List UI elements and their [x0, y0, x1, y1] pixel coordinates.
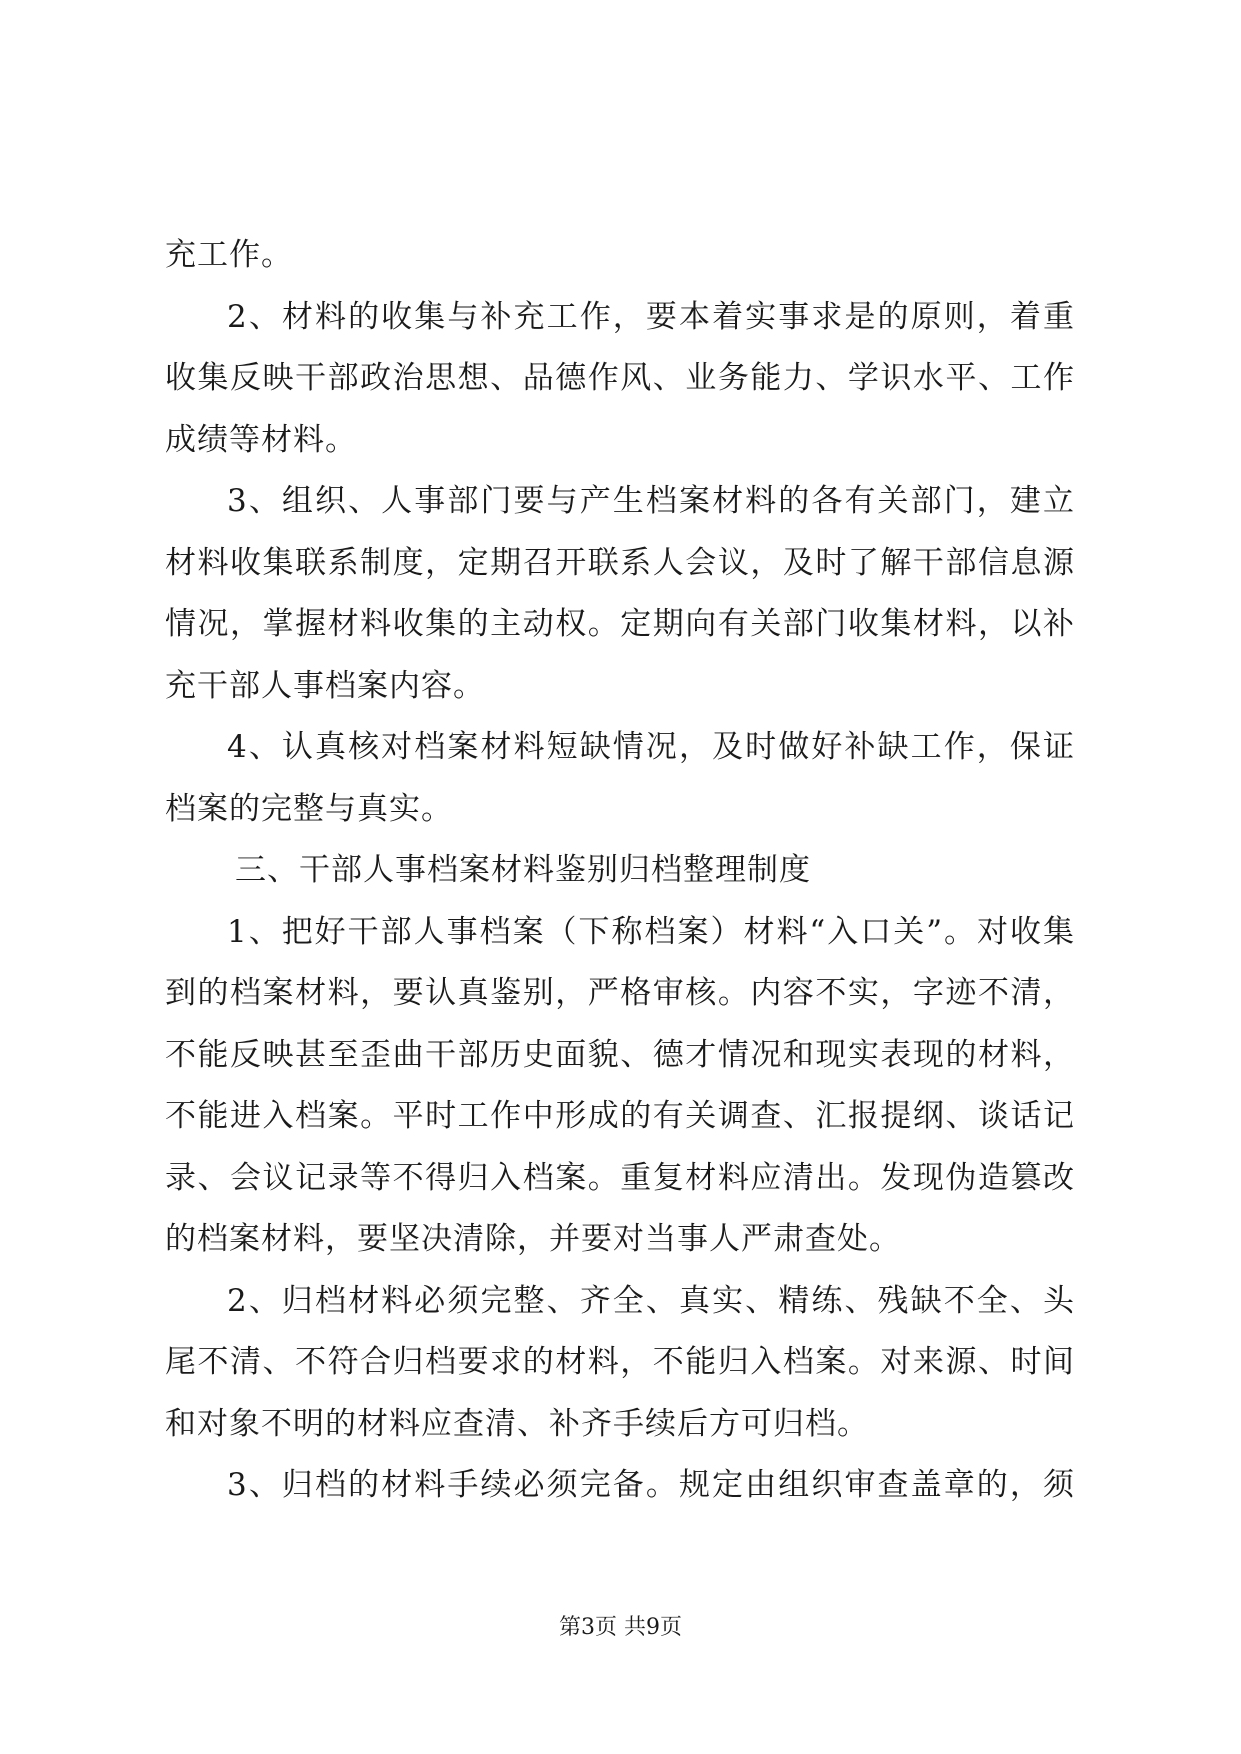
text-line: 2、材料的收集与补充工作，要本着实事求是的原则，着重	[227, 298, 1075, 335]
text-line: 3、组织、人事部门要与产生档案材料的各有关部门，建立	[227, 483, 1075, 519]
page-number: 第3页 共9页	[559, 1615, 682, 1640]
section-heading: 三、干部人事档案材料鉴别归档整理制度	[235, 852, 811, 888]
text-line: 的档案材料，要坚决清除，并要对当事人严肃查处。	[165, 1221, 901, 1257]
text-line: 材料收集联系制度，定期召开联系人会议，及时了解干部信息源	[165, 544, 1075, 581]
text-line: 充干部人事档案内容。	[165, 667, 485, 704]
text-line: 录、会议记录等不得归入档案。重复材料应清出。发现伪造篡改	[165, 1159, 1075, 1196]
text-line: 不能进入档案。平时工作中形成的有关调查、汇报提纲、谈话记	[165, 1098, 1075, 1134]
text-line: 2、归档材料必须完整、齐全、真实、精练、残缺不全、头	[227, 1282, 1075, 1319]
text-line: 尾不清、不符合归档要求的材料，不能归入档案。对来源、时间	[165, 1344, 1075, 1380]
text-line: 收集反映干部政治思想、品德作风、业务能力、学识水平、工作	[165, 360, 1075, 396]
text-line: 到的档案材料，要认真鉴别，严格审核。内容不实，字迹不清，	[165, 975, 1075, 1011]
text-line: 4、认真核对档案材料短缺情况，及时做好补缺工作，保证	[227, 729, 1075, 765]
document-body	[165, 225, 1075, 1517]
text-line: 3、归档的材料手续必须完备。规定由组织审查盖章的，须	[227, 1467, 1075, 1503]
text-line: 和对象不明的材料应查清、补齐手续后方可归档。	[165, 1405, 869, 1442]
text-line: 档案的完整与真实。	[165, 790, 453, 827]
text-line: 充工作。	[165, 237, 293, 273]
text-line: 情况，掌握材料收集的主动权。定期向有关部门收集材料，以补	[165, 606, 1075, 642]
text-line: 成绩等材料。	[165, 421, 357, 458]
text-line: 不能反映甚至歪曲干部历史面貌、德才情况和现实表现的材料，	[165, 1036, 1075, 1073]
text-line: 1、把好干部人事档案（下称档案）材料“入口关”。对收集	[227, 913, 1075, 950]
